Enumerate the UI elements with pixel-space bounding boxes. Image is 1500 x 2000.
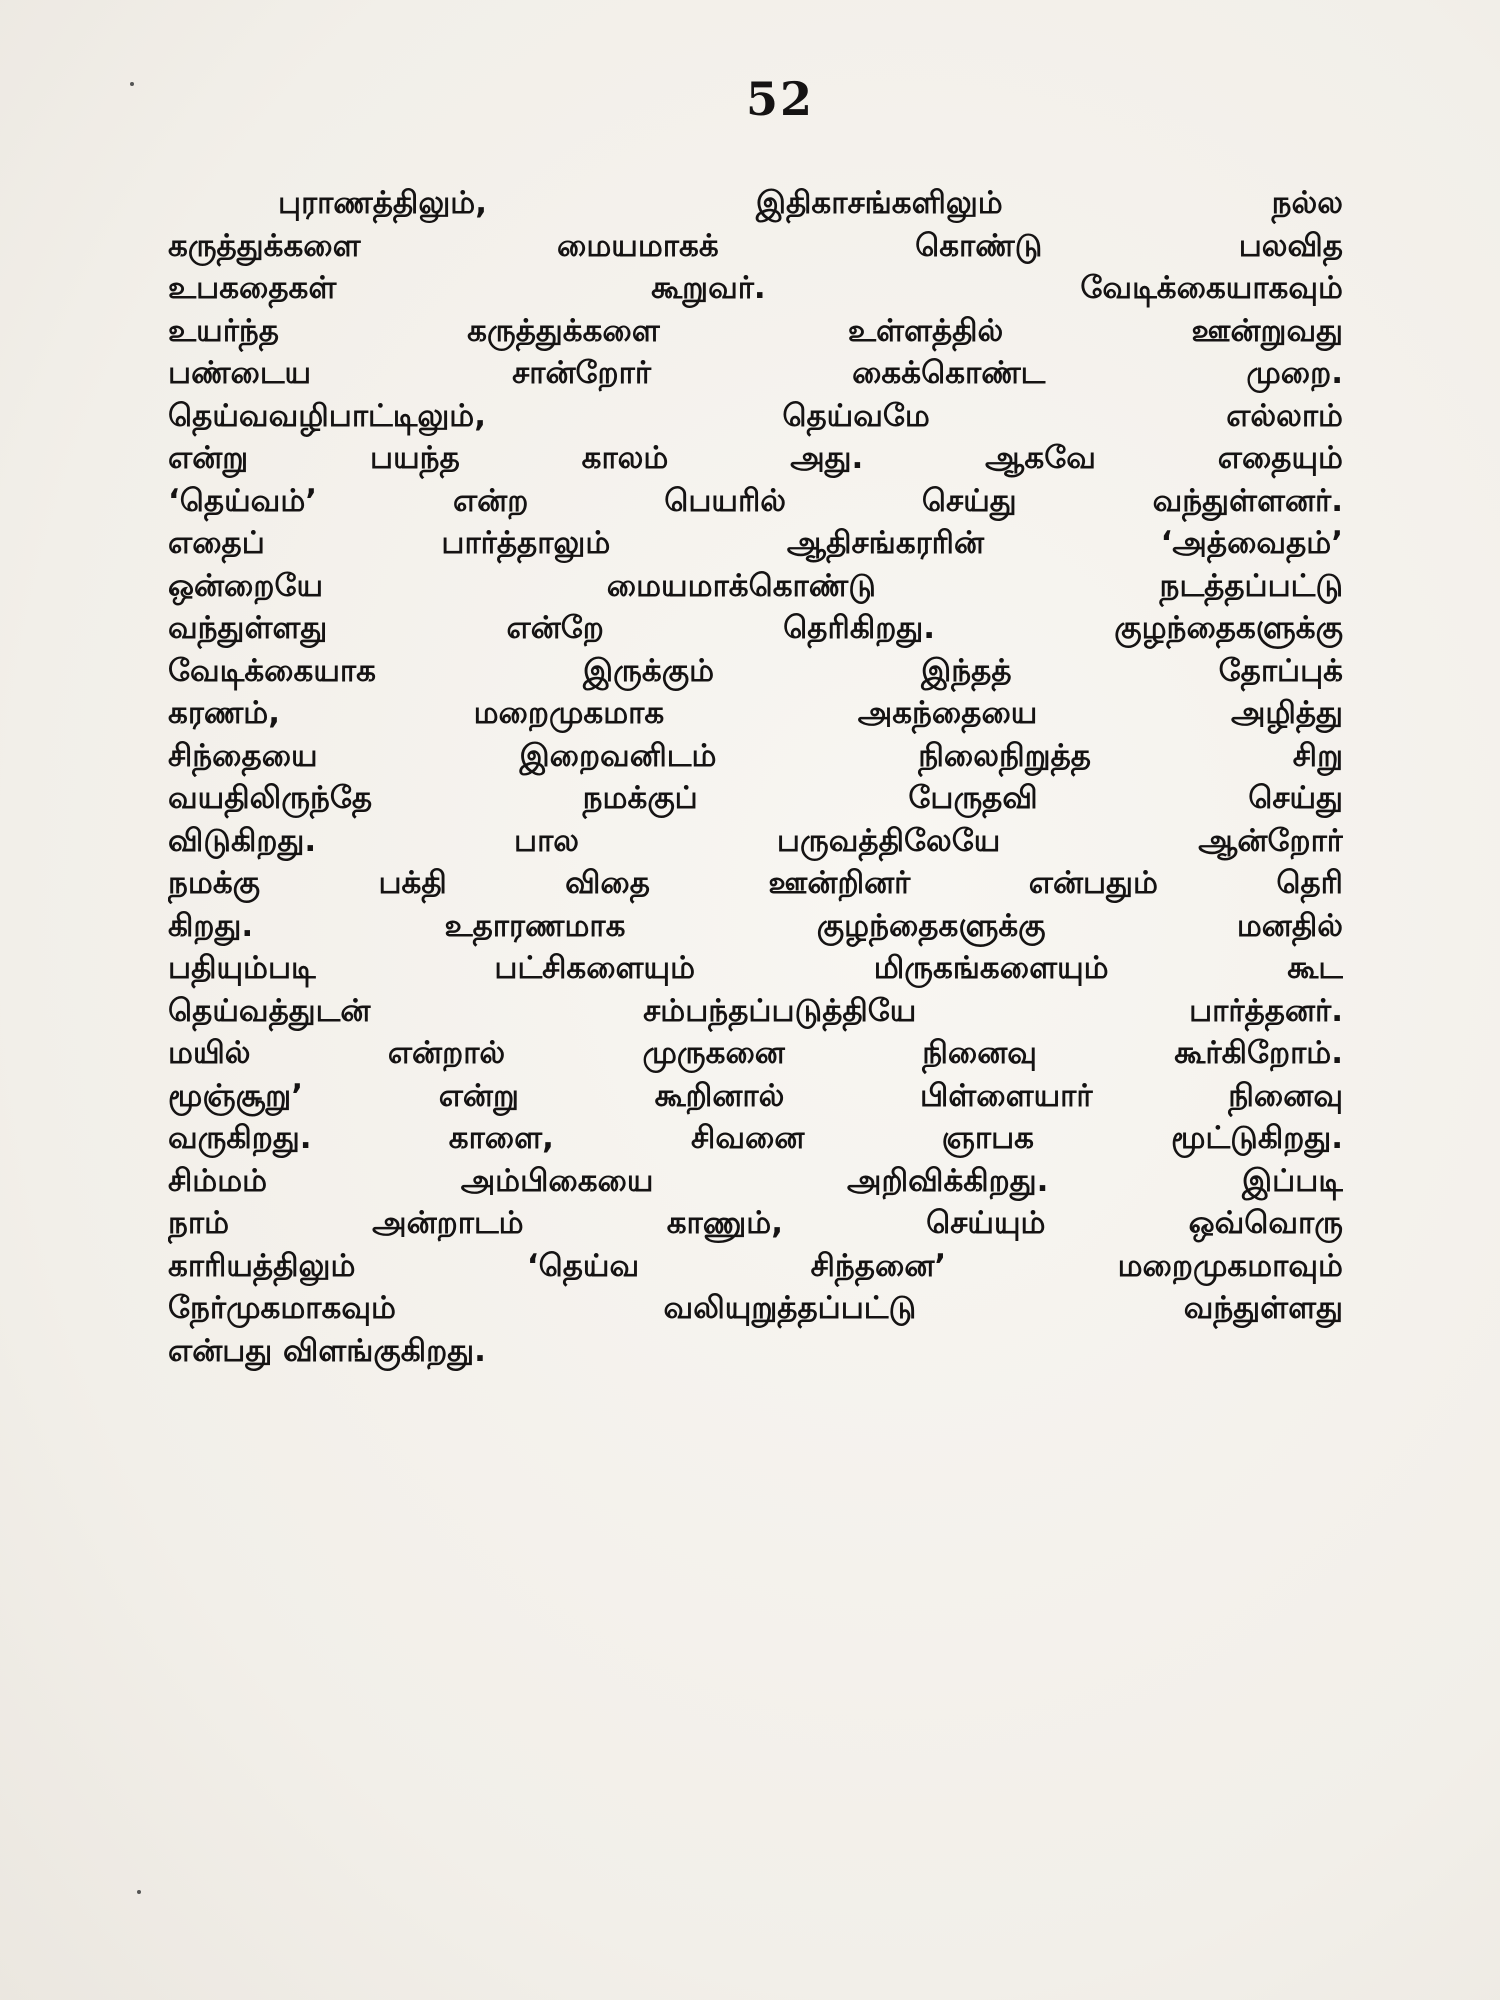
text-line: காரியத்திலும் ‘தெய்வ சிந்தனை’ மறைமுகமாவும்: [168, 1247, 1343, 1284]
body-paragraph: [168, 182, 1343, 1372]
text-line: நமக்கு பக்தி விதை ஊன்றினர் என்பதும் தெரி: [168, 865, 1343, 901]
text-line: சிம்மம் அம்பிகையை அறிவிக்கிறது. இப்படி: [168, 1162, 1343, 1199]
text-line: புராணத்திலும், இதிகாசங்களிலும் நல்ல: [278, 185, 1343, 221]
text-line: கருத்துக்களை மையமாகக் கொண்டு பலவித: [168, 227, 1343, 264]
text-line: நேர்முகமாகவும் வலியுறுத்தப்பட்டு வந்துள்ளது: [168, 1290, 1343, 1326]
text-line: ஒன்றையே மையமாக்கொண்டு நடத்தப்பட்டு: [168, 567, 1343, 604]
text-line: தெய்வவழிபாட்டிலும், தெய்வமே எல்லாம்: [168, 397, 1343, 434]
text-line: கரணம், மறைமுகமாக அகந்தையை அழித்து: [168, 695, 1343, 731]
text-line: வருகிறது. காளை, சிவனை ஞாபக மூட்டுகிறது.: [168, 1120, 1343, 1156]
text-line: மூஞ்சூறு’ என்று கூறினால் பிள்ளையார் நினைவு: [168, 1077, 1343, 1114]
ink-speck: [137, 1890, 141, 1894]
text-line: என்று பயந்த காலம் அது. ஆகவே எதையும்: [168, 440, 1343, 476]
text-line: உயர்ந்த கருத்துக்களை உள்ளத்தில் ஊன்றுவது: [168, 312, 1343, 349]
text-line: தெய்வத்துடன் சம்பந்தப்படுத்தியே பார்த்தனர்.: [168, 992, 1343, 1029]
text-line: வயதிலிருந்தே நமக்குப் பேருதவி செய்து: [168, 780, 1343, 816]
text-line: நாம் அன்றாடம் காணும், செய்யும் ஒவ்வொரு: [168, 1205, 1343, 1241]
text-line: பதியும்படி பட்சிகளையும் மிருகங்களையும் கூட: [168, 950, 1343, 986]
text-line: என்பது விளங்குகிறது.: [168, 1332, 486, 1369]
page-number: 52: [745, 72, 814, 126]
text-line: வேடிக்கையாக இருக்கும் இந்தத் தோப்புக்: [168, 652, 1343, 689]
text-line: விடுகிறது. பால பருவத்திலேயே ஆன்றோர்: [168, 822, 1343, 859]
text-line: கிறது. உதாரணமாக குழந்தைகளுக்கு மனதில்: [168, 907, 1343, 944]
text-line: எதைப் பார்த்தாலும் ஆதிசங்கரரின் ‘அத்வைதம்’: [168, 525, 1343, 561]
ink-speck: [130, 82, 134, 86]
text-line: ‘தெய்வம்’ என்ற பெயரில் செய்து வந்துள்ளனர்.: [168, 482, 1343, 519]
text-line: உபகதைகள் கூறுவர். வேடிக்கையாகவும்: [168, 270, 1343, 306]
text-line: பண்டைய சான்றோர் கைக்கொண்ட முறை.: [168, 355, 1343, 391]
text-line: வந்துள்ளது என்றே தெரிகிறது. குழந்தைகளுக்கு: [168, 610, 1343, 646]
text-line: சிந்தையை இறைவனிடம் நிலைநிறுத்த சிறு: [168, 737, 1343, 774]
text-line: மயில் என்றால் முருகனை நினைவு கூர்கிறோம்.: [168, 1035, 1343, 1071]
